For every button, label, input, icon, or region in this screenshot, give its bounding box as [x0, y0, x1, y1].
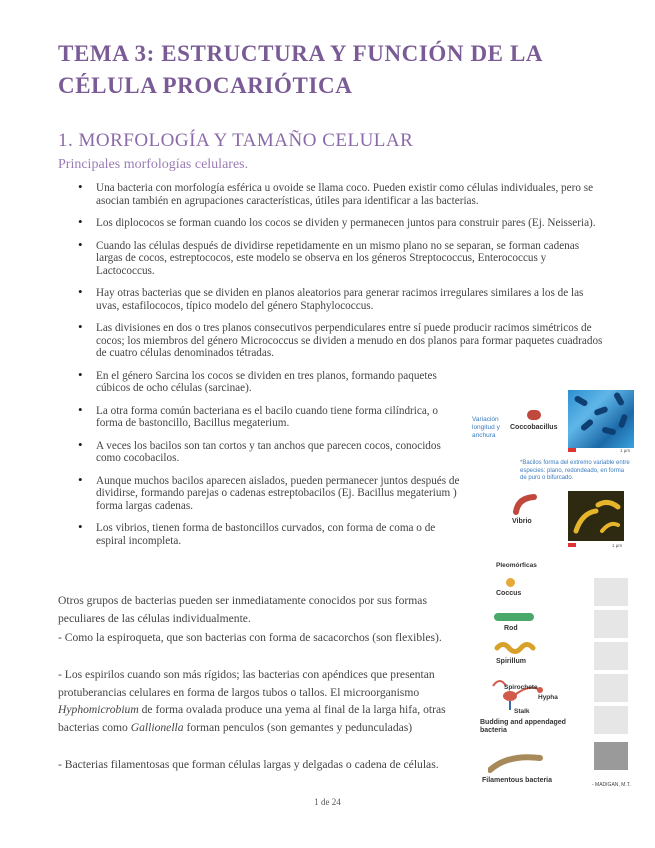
list-item: • Las divisiones en dos o tres planos consecutivos perpendiculares entre sí puede producir racimos simétricos de cocos; los miembros del género Micrococcus se dividen a menudo en dos planos para formar paquetes cuadrados de cuatro células denominados tétradas.	[78, 322, 606, 360]
list-item: • Los diplococos se forman cuando los cocos se dividen y permanecen juntos para construir pares (Ej. Neisseria).	[78, 217, 606, 230]
paragraph-other-groups: Otros grupos de bacterias pueden ser inmediatamente conocidos por sus formas peculiares de las células individualmente.	[58, 594, 427, 625]
hypha-label: Hypha	[538, 694, 558, 701]
spirillum-micrograph	[594, 642, 628, 670]
filamentous-micrograph	[594, 742, 628, 770]
budding-label: Budding and appendaged bacteria	[480, 719, 566, 734]
list-item: • Aunque muchos bacilos aparecen aislados, pueden permanecer juntos después de dividirse, formando parejas o cadenas estreptobacilos (Ej. Bacillus megaterium ) forma largas cadenas.	[78, 475, 466, 513]
vibrio-micrograph	[568, 491, 624, 541]
list-item: • Una bacteria con morfología esférica u ovoide se llama coco. Pueden existir como células individuales, pero se asocian también en agrupaciones características, útiles para identificar a las bacterias.	[78, 182, 606, 207]
section-title: 1. MORFOLOGÍA Y TAMAÑO CELULAR	[58, 130, 414, 151]
spirillum-label: Spirillum	[496, 658, 526, 665]
coccobacillus-illustration	[527, 410, 541, 420]
list-item: • La otra forma común bacteriana es el bacilo cuando tiene forma cilíndrica, o forma de bastoncillo, Bacillus megaterium.	[78, 405, 466, 430]
budding-micrograph	[594, 706, 628, 734]
rod-micrograph	[594, 610, 628, 638]
vibrio-label: Vibrio	[512, 518, 532, 525]
scale-tag	[568, 448, 576, 452]
page-number: 1 de 24	[314, 797, 341, 807]
coccobacillus-label: Coccobacillus	[510, 424, 558, 431]
spirillum-illustration	[494, 640, 538, 656]
stalk-label: Stalk	[514, 708, 530, 715]
paragraph-spirilla: - Los espirilos cuando son más rígidos; las bacterias con apéndices que presentan protuberancias celulares en forma de largos tubos o tallos. El microorganismo Hyphomicrobium de forma ovalada produce una yema al final de la larga hifa, otras bacterias como Gallionella forman penculos (son gemantes y pedunculadas)	[58, 668, 446, 734]
page-title: TEMA 3: ESTRUCTURA Y FUNCIÓN DE LA CÉLULA PROCARIÓTICA	[58, 41, 542, 98]
list-item: • En el género Sarcina los cocos se dividen en tres planos, formando paquetes cúbicos de ocho células (sarcinae).	[78, 370, 466, 395]
filamentous-label: Filamentous bacteria	[482, 777, 553, 784]
filamentous-illustration	[488, 750, 544, 776]
section-subtitle: Principales morfologías celulares.	[58, 157, 249, 172]
list-item: • Cuando las células después de dividirse repetidamente en un mismo plano no se separan, se forman cadenas largas de cocos, estreptococos, este modelo se observa en los géneros Streptococcus, Enterococcus y Lactococcus.	[78, 240, 606, 278]
coccobacillus-micrograph	[568, 390, 634, 448]
budding-illustration	[490, 672, 546, 712]
variation-label: Variación longitud y anchura	[472, 416, 500, 439]
paragraph-filamentous: - Bacterias filamentosas que forman células largas y delgadas o cadena de células.	[58, 758, 439, 771]
figure-bacterial-shapes	[480, 560, 642, 792]
pleomorphic-label: Pleomórficas	[496, 562, 537, 569]
spirochete-label: Spirochete	[504, 684, 538, 691]
vibrio-illustration	[512, 494, 538, 516]
spirochete-micrograph	[594, 674, 628, 702]
list-item: • Los vibrios, tienen forma de bastoncillos curvados, con forma de coma o de espiral incompleta.	[78, 522, 466, 547]
paragraph-spirochete: - Como la espiroqueta, que son bacterias con forma de sacacorchos (son flexibles).	[58, 631, 442, 644]
coccus-label: Coccus	[496, 590, 522, 597]
scale-label: 1 µm	[612, 543, 623, 548]
figure-bacilli-variation	[472, 388, 634, 566]
bacilli-note: *Bacilos forma del extremo variable entre especies: plano, redondeado, en forma de puro o bifurcado.	[520, 460, 630, 481]
coccus-illustration	[506, 578, 515, 587]
rod-illustration	[494, 613, 534, 621]
figure-credit: - MADIGAN, M.T.	[592, 782, 631, 788]
rod-label: Rod	[504, 625, 518, 632]
list-item: • A veces los bacilos son tan cortos y tan anchos que parecen cocos, conocidos como cocobacilos.	[78, 440, 466, 465]
coccus-micrograph	[594, 578, 628, 606]
scale-tag	[568, 543, 576, 547]
scale-label: 1 µm	[620, 448, 631, 453]
list-item: • Hay otras bacterias que se dividen en planos aleatorios para generar racimos irregulares similares a los de las uvas, estafilococos, típico modelo del género Staphylococcus.	[78, 287, 606, 312]
